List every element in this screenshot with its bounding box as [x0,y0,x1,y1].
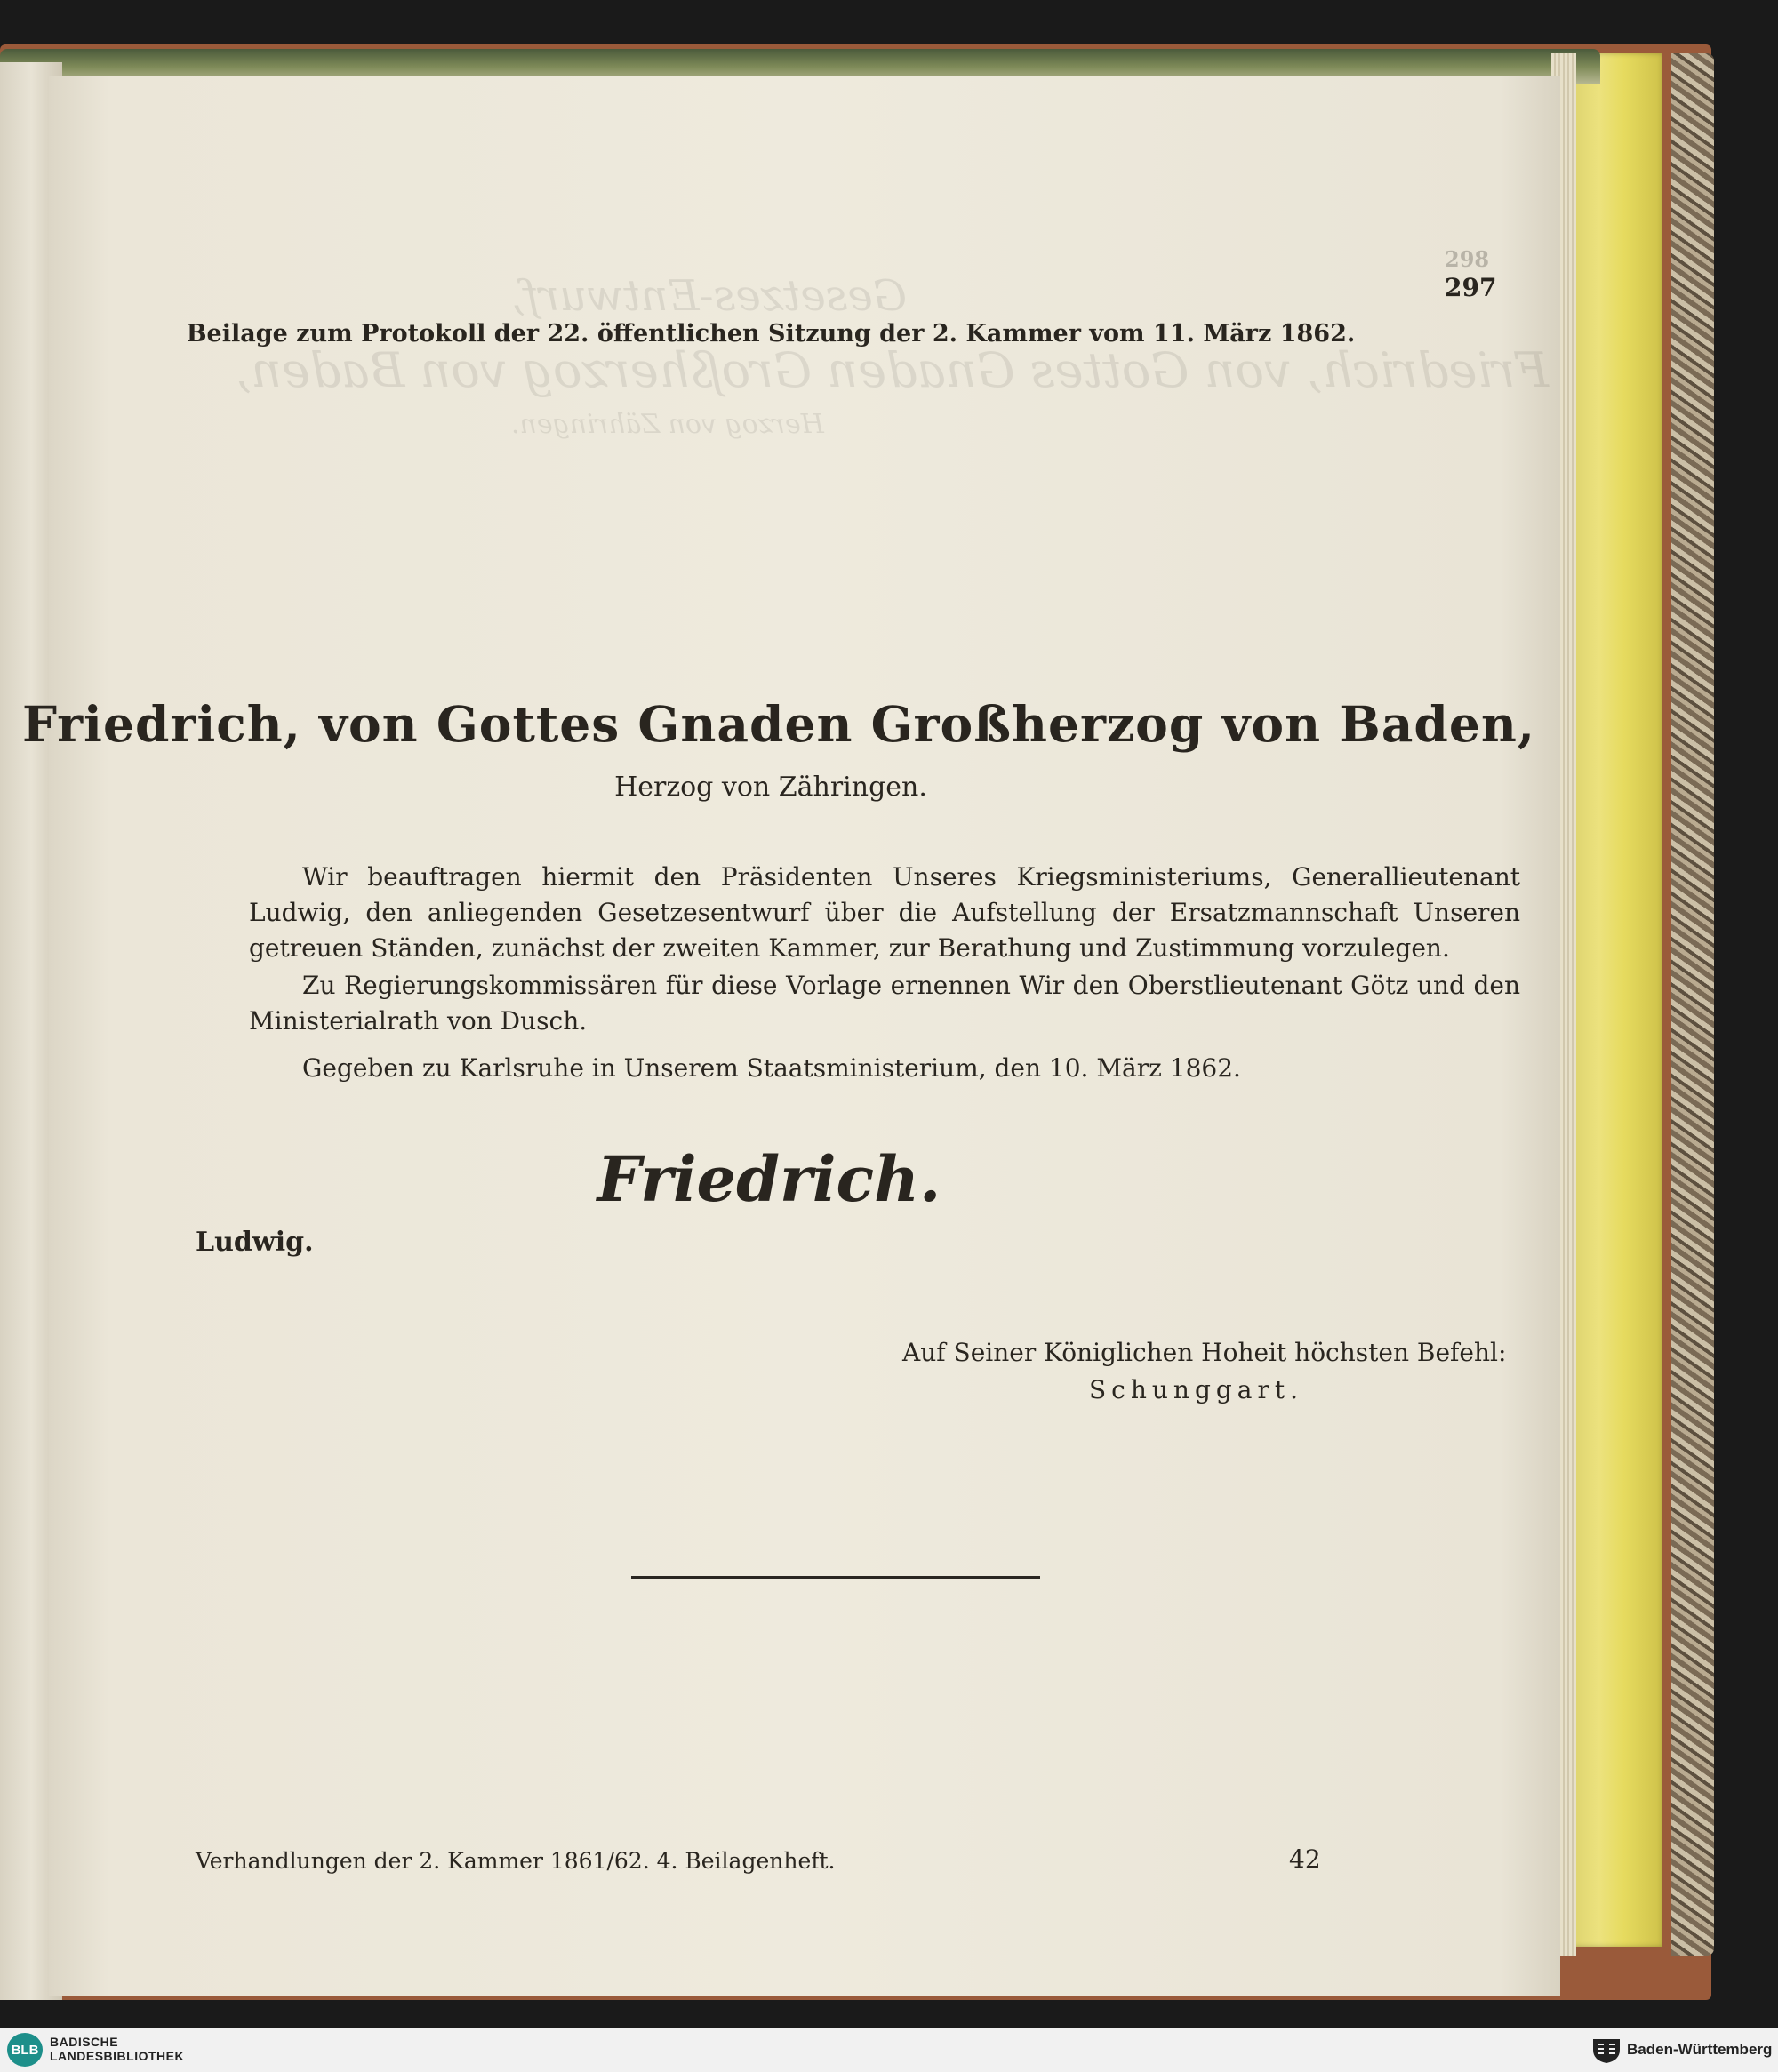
bleed-through-heading: Gesetzes-Entwurf, [511,271,908,321]
given-line: Gegeben zu Karlsruhe in Unserem Staatsministerium, den 10. März 1862. [302,1053,1241,1083]
document-title: Friedrich, von Gottes Gnaden Großherzog von Baden, [22,695,1535,753]
minister-signature: Ludwig. [196,1227,314,1258]
divider-rule [631,1576,1040,1579]
bleed-through-subtitle: Herzog von Zähringen. [511,409,824,440]
document-subtitle: Herzog von Zähringen. [614,772,927,803]
countersignature: Schunggart. [1089,1375,1304,1404]
baden-wuerttemberg-crest-icon[interactable] [1591,2036,1622,2064]
page-edges [1565,53,1662,1947]
signature: Friedrich. [597,1142,941,1216]
ghost-page-number: 298 [1445,246,1490,272]
document-page [22,76,1560,1996]
library-name-line-1: BADISCHE [50,2035,119,2049]
bleed-through-title: Friedrich, von Gottes Gnaden Großherzog von Baden, [236,342,1550,398]
viewer-footer-bar [0,2028,1778,2072]
order-line: Auf Seiner Königlichen Hoheit höchsten Befehl: [902,1338,1507,1367]
page-number: 297 [1445,273,1497,302]
blb-logo-icon[interactable]: BLB [7,2033,43,2067]
library-name [50,2035,184,2063]
page-footer: Verhandlungen der 2. Kammer 1861/62. 4. Beilagenheft. [196,1848,836,1874]
state-name[interactable]: Baden-Württemberg [1627,2041,1773,2058]
marbled-cover-edge [1671,53,1714,1956]
footer-number: 42 [1289,1844,1321,1874]
body-paragraph-1: Wir beauftragen hiermit den Präsidenten Unseres Kriegsministeriums, Generallieutenant Ludwig, den anliegenden Gesetzesentwurf über die Aufstellung der Ersatzmannschaft Unseren getreuen Ständen, zunächst der zweiten Kammer, zur Berathung und Zustimmung vorzulegen. [249,862,1520,963]
body-paragraph-2: Zu Regierungskommissären für diese Vorlage ernennen Wir den Oberstlieutenant Götz und den Ministerialrath von Dusch. [249,971,1520,1036]
library-name-line-2: LANDESBIBLIOTHEK [50,2049,185,2063]
page-header: Beilage zum Protokoll der 22. öffentlichen Sitzung der 2. Kammer vom 11. März 1862. [186,320,1356,348]
